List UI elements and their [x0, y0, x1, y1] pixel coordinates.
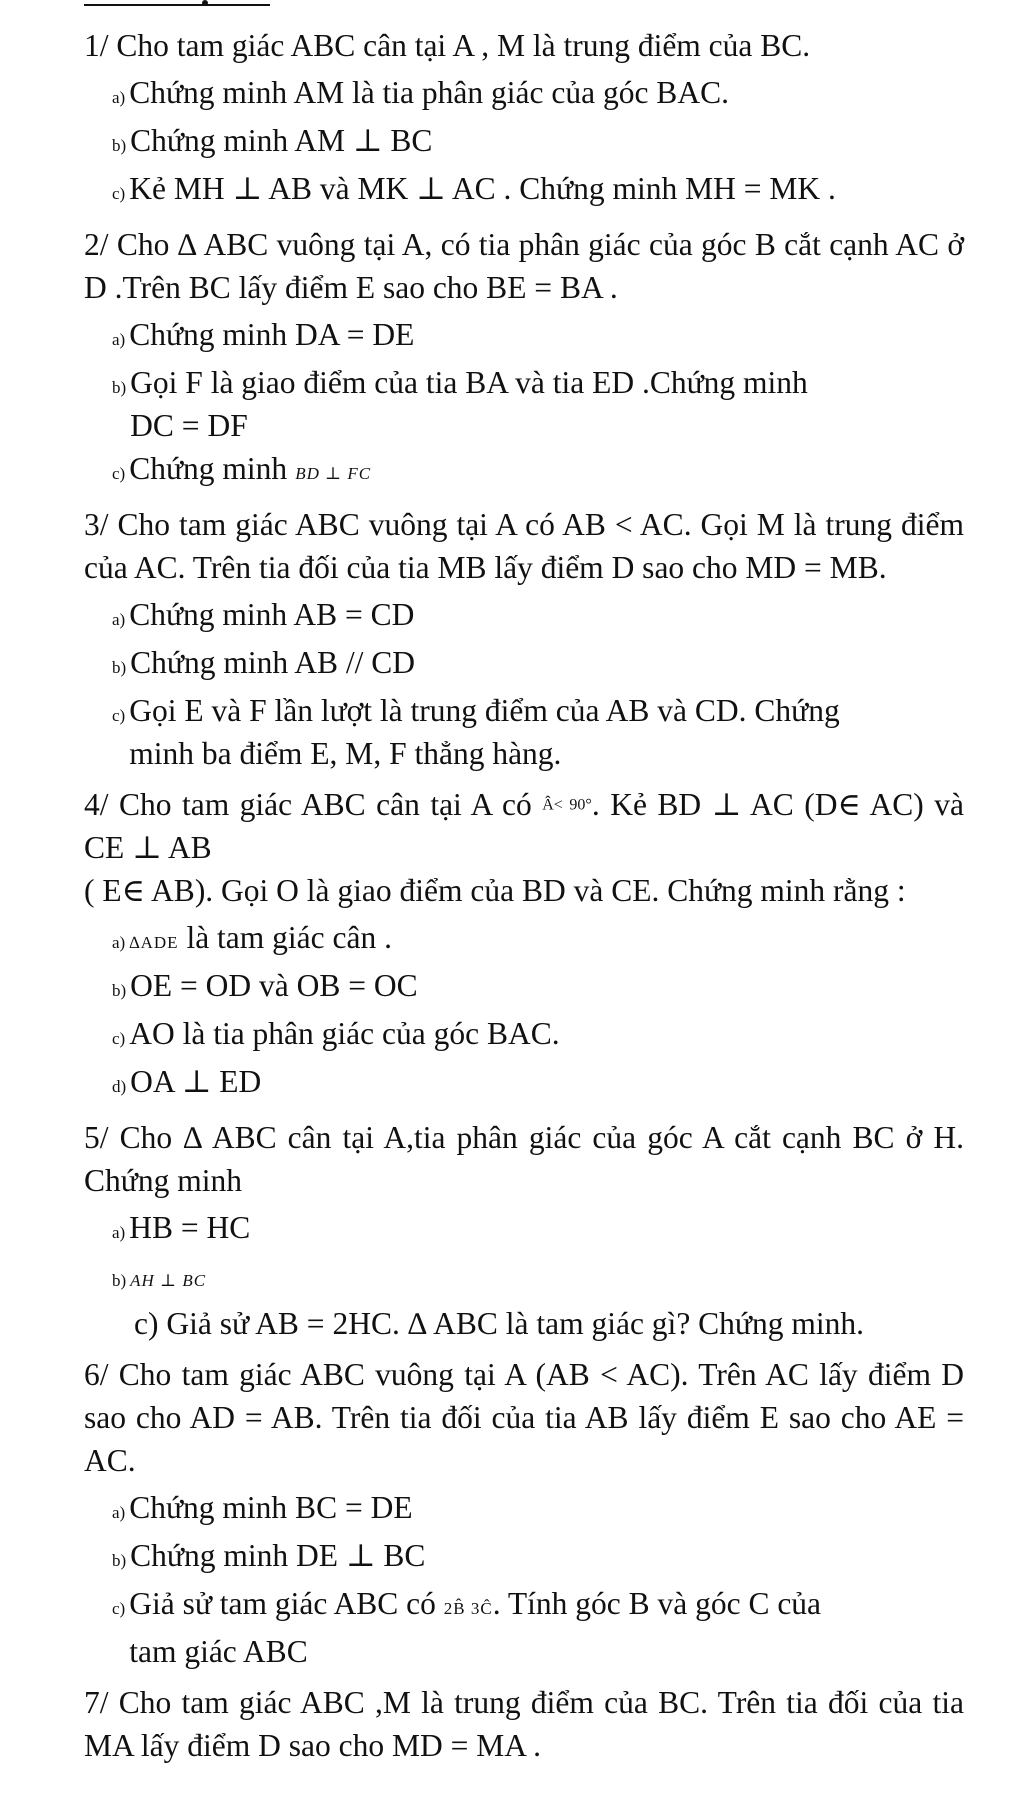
item-text-main: Chứng minh [129, 451, 288, 486]
problem-6-item-b [112, 1534, 964, 1582]
item-text: c) Giả sử AB = 2HC. ∆ ABC là tam giác gì? Chứng minh. [134, 1306, 865, 1342]
item-text [129, 447, 964, 495]
item-text-line [129, 1582, 964, 1630]
item-text: Kẻ MH ⊥ AB và MK ⊥ AC . Chứng minh MH = MK . [129, 171, 836, 206]
small-math: AH ⊥ BC [130, 1271, 207, 1291]
item-text: Chứng minh DA = DE [129, 317, 415, 352]
stem-part: ( E∈ AB). Gọi O là giao điểm của BD và CE. Chứng minh rằng : [84, 873, 906, 909]
item-mark: b) [112, 136, 127, 155]
item-text-main: là tam giác cân . [178, 920, 392, 956]
item-mark: a) [112, 933, 126, 953]
garbled-equation: 2B̂ 3Ĉ [443, 1599, 493, 1619]
problem-3-item-b [112, 641, 964, 689]
item-mark: c) [112, 464, 126, 483]
angle-glyph: Â< 90° [542, 796, 592, 814]
problem-1-stem: 1/ Cho tam giác ABC cân tại A , M là trung điểm của BC. [84, 28, 811, 63]
item-text: OE = OD và OB = OC [130, 968, 418, 1004]
problem-1-item-c [112, 167, 964, 215]
item-text [130, 361, 964, 447]
problem-4-item-c [112, 1012, 964, 1060]
problem-2-item-c [112, 447, 964, 495]
small-math: ∆ADE [129, 933, 179, 953]
problem-5-item-b [112, 1254, 964, 1302]
problem-5-item-c [134, 1302, 964, 1345]
item-text-cont: minh ba điểm E, M, F thẳng hàng. [129, 736, 562, 771]
item-text: Chứng minh AB = CD [129, 597, 415, 632]
problem-6-item-a [112, 1486, 964, 1534]
item-mark: a) [112, 1223, 126, 1243]
top-rule [84, 4, 270, 6]
item-mark: c) [112, 1599, 126, 1619]
problem-2-stem: 2/ Cho ∆ ABC vuông tại A, có tia phân giác của góc B cắt cạnh AC ở D .Trên BC lấy điểm E sao cho BE = BA . [84, 227, 964, 305]
item-mark: a) [112, 88, 126, 107]
problem-4-item-b [112, 964, 964, 1012]
item-text [129, 916, 964, 964]
item-mark: a) [112, 610, 126, 629]
problem-3-item-c [112, 689, 964, 775]
item-mark: b) [112, 1271, 127, 1291]
item-mark: b) [112, 981, 127, 1001]
item-text-main: Giả sử tam giác ABC có [129, 1586, 436, 1622]
small-math: BD ⊥ FC [295, 464, 372, 483]
item-mark: b) [112, 1551, 127, 1571]
problem-2-item-b [112, 361, 964, 447]
item-text: Chứng minh AM là tia phân giác của góc BAC. [129, 75, 729, 110]
item-mark: a) [112, 330, 126, 349]
item-text-cont: tam giác ABC [129, 1634, 308, 1670]
problem-7-stem: 7/ Cho tam giác ABC ,M là trung điểm của BC. Trên tia đối của tia MA lấy điểm D sao cho MD = MA . [84, 1685, 964, 1764]
problem-3-item-a [112, 593, 964, 641]
problem-3-stem: 3/ Cho tam giác ABC vuông tại A có AB < AC. Gọi M là trung điểm của AC. Trên tia đối của tia MB lấy điểm D sao cho MD = MB. [84, 507, 964, 585]
item-mark: c) [112, 706, 126, 725]
problem-5-item-a [112, 1206, 964, 1254]
item-text [129, 689, 964, 775]
item-text: OA ⊥ ED [130, 1064, 262, 1100]
problem-2-item-a [112, 313, 964, 361]
item-text-cont: DC = DF [130, 408, 248, 443]
problem-6-item-c [112, 1582, 964, 1673]
item-mark: d) [112, 1077, 127, 1097]
item-text: Chứng minh BC = DE [129, 1490, 413, 1526]
item-text-main: . Tính góc B và góc C của [492, 1586, 822, 1622]
stem-part: 4/ Cho tam giác ABC cân tại A có [84, 787, 532, 822]
item-text: Chứng minh DE ⊥ BC [130, 1538, 426, 1574]
item-text: Chứng minh AM ⊥ BC [130, 123, 433, 158]
item-mark: c) [112, 184, 126, 203]
problem-4-item-d [112, 1060, 964, 1108]
item-text: AO là tia phân giác của góc BAC. [129, 1016, 560, 1052]
item-text-line: Gọi E và F lần lượt là trung điểm của AB và CD. Chứng [129, 693, 840, 728]
item-text [129, 1582, 964, 1673]
item-mark: a) [112, 1503, 126, 1523]
item-text: Chứng minh AB // CD [130, 645, 416, 680]
item-text: HB = HC [129, 1210, 251, 1246]
problem-1-item-b [112, 119, 964, 167]
worksheet [84, 24, 964, 1767]
item-mark: b) [112, 658, 127, 677]
problem-4-item-a [112, 916, 964, 964]
problem-6-stem: 6/ Cho tam giác ABC vuông tại A (AB < AC). Trên AC lấy điểm D sao cho AD = AB. Trên tia đối của tia AB lấy điểm E sao cho AE = AC. [84, 1357, 964, 1479]
item-text-line: Gọi F là giao điểm của tia BA và tia ED .Chứng minh [130, 365, 808, 400]
problem-1-item-a [112, 71, 964, 119]
top-dot [202, 0, 208, 6]
stem-part: . Kẻ BD ⊥ AC (D∈ AC) và CE ⊥ AB [84, 787, 964, 866]
item-mark: c) [112, 1029, 126, 1049]
item-mark: b) [112, 378, 127, 397]
item-text [130, 1254, 964, 1302]
problem-5-stem: 5/ Cho ∆ ABC cân tại A,tia phân giác của góc A cắt cạnh BC ở H. Chứng minh [84, 1120, 964, 1199]
problem-4-stem [84, 783, 964, 912]
